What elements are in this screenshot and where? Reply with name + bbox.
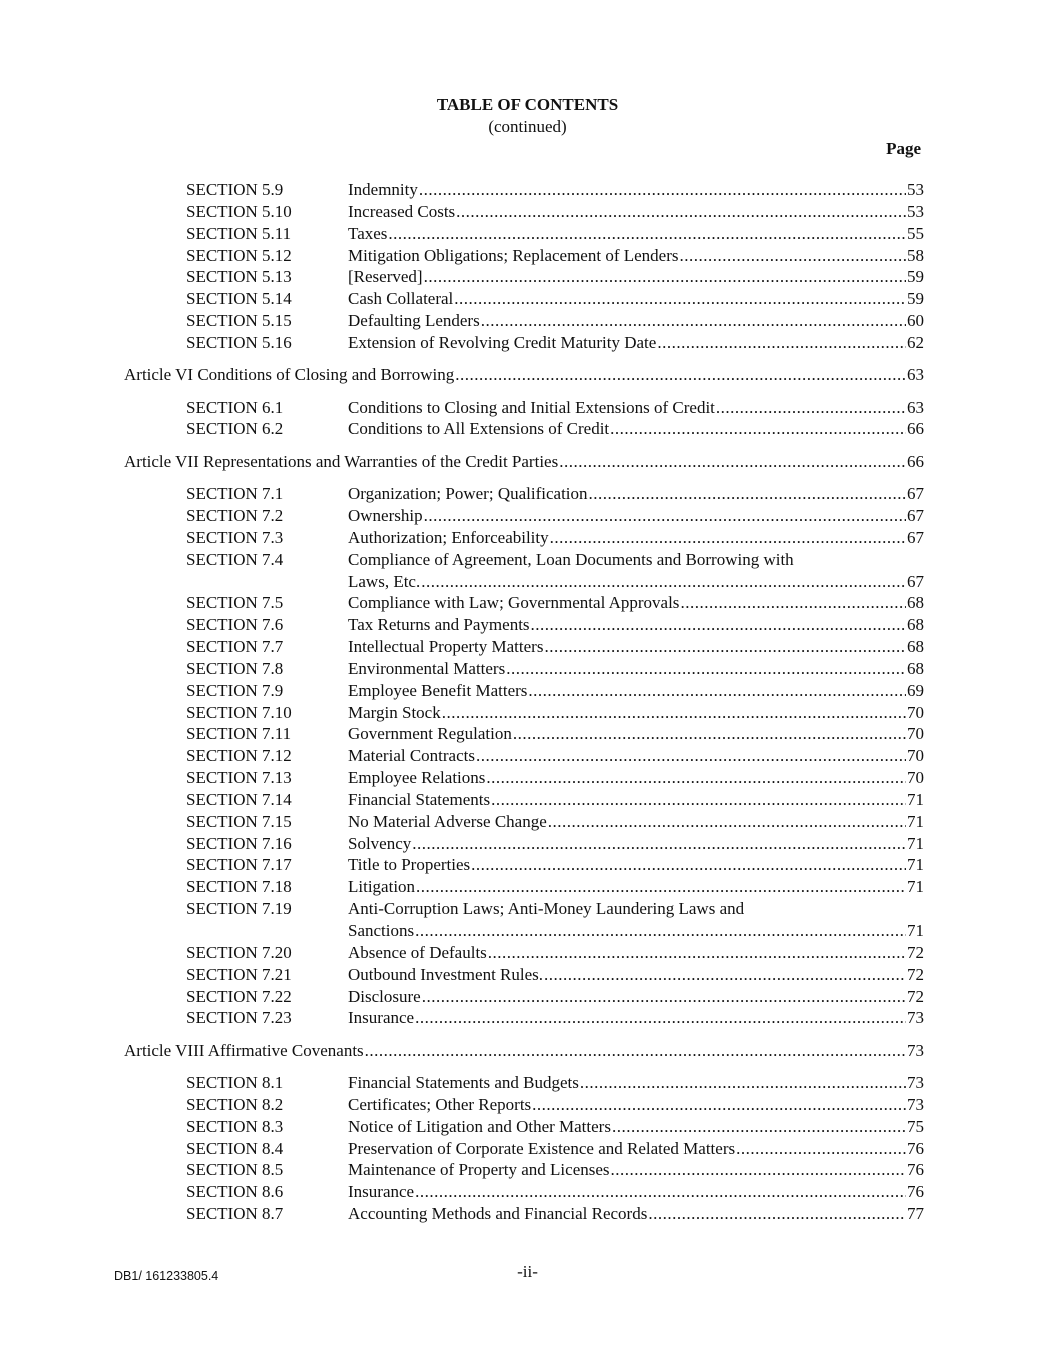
section-title: Litigation [348, 877, 416, 897]
toc-section-row[interactable] [124, 179, 924, 201]
dot-leader [424, 266, 906, 288]
dot-leader [610, 418, 906, 440]
page-ref: 73 [907, 1073, 924, 1093]
toc-section-row[interactable] [124, 854, 924, 876]
section-title: Conditions to Closing and Initial Extensions of Credit [348, 397, 715, 417]
toc-section-row[interactable] [124, 288, 924, 310]
toc-section-row[interactable] [124, 1007, 924, 1029]
dot-leader [455, 364, 906, 386]
dot-leader [486, 767, 906, 789]
toc-section-row[interactable] [124, 942, 924, 964]
toc-section-row[interactable] [124, 898, 924, 920]
toc-section-row[interactable] [124, 1138, 924, 1160]
dot-leader [679, 245, 906, 267]
toc-section-row[interactable] [124, 245, 924, 267]
section-title: Cash Collateral [348, 289, 454, 309]
page-ref: 72 [907, 942, 924, 962]
section-label: SECTION 7.6 [186, 615, 284, 635]
dot-leader [481, 310, 906, 332]
section-title: Maintenance of Property and Licenses [348, 1160, 610, 1180]
toc-section-row[interactable] [124, 549, 924, 571]
page-ref: 67 [907, 527, 924, 547]
section-title-continued: Laws, Etc. [348, 571, 421, 591]
dot-leader [442, 702, 906, 724]
section-title: Authorization; Enforceability [348, 527, 549, 547]
section-title: Conditions to All Extensions of Credit [348, 419, 610, 439]
section-label: SECTION 7.13 [186, 768, 292, 788]
toc-section-row[interactable] [124, 964, 924, 986]
section-label: SECTION 7.14 [186, 789, 292, 809]
page-ref: 68 [907, 637, 924, 657]
article-title: Article VII Representations and Warranties of the Credit Parties [124, 451, 559, 471]
section-title: Tax Returns and Payments [348, 615, 530, 635]
dot-leader [657, 332, 906, 354]
section-label: SECTION 8.3 [186, 1116, 284, 1136]
page-ref: 62 [907, 332, 924, 352]
section-label: SECTION 5.12 [186, 245, 292, 265]
section-label: SECTION 7.4 [186, 549, 284, 569]
dot-leader [488, 942, 906, 964]
dot-leader [580, 1072, 906, 1094]
section-title: Preservation of Corporate Existence and Related Matters [348, 1138, 736, 1158]
page-ref: 67 [907, 571, 924, 591]
section-label: SECTION 7.20 [186, 942, 292, 962]
section-label: SECTION 7.12 [186, 746, 292, 766]
section-title: Disclosure [348, 986, 421, 1006]
section-title: Insurance [348, 1182, 415, 1202]
toc-section-row[interactable] [124, 876, 924, 898]
page-ref: 68 [907, 593, 924, 613]
page-ref: 60 [907, 311, 924, 331]
section-label: SECTION 8.6 [186, 1182, 284, 1202]
page-ref: 75 [907, 1116, 924, 1136]
toc-section-row[interactable] [124, 332, 924, 354]
toc-section-row[interactable] [124, 223, 924, 245]
section-title: Insurance [348, 1008, 415, 1028]
page-ref: 53 [907, 180, 924, 199]
section-label: SECTION 5.13 [186, 267, 292, 287]
page-ref: 70 [907, 724, 924, 744]
dot-leader [716, 397, 906, 419]
page-ref: 71 [907, 811, 924, 831]
section-title: Government Regulation [348, 724, 512, 744]
section-title: Notice of Litigation and Other Matters [348, 1116, 611, 1136]
dot-leader [422, 986, 906, 1008]
toc-list [124, 179, 924, 1225]
section-label: SECTION 7.22 [186, 986, 292, 1006]
section-title: Financial Statements [348, 789, 491, 809]
page-ref: 58 [907, 245, 924, 265]
section-title: Ownership [348, 505, 423, 525]
section-label: SECTION 5.10 [186, 201, 292, 221]
section-label: SECTION 7.23 [186, 1008, 292, 1028]
article-title: Article VI Conditions of Closing and Borrowing [124, 365, 455, 385]
page-ref: 68 [907, 615, 924, 635]
section-title: Material Contracts [348, 746, 475, 766]
section-title: Intellectual Property Matters [348, 637, 544, 657]
toc-section-row[interactable] [124, 266, 924, 288]
toc-section-row[interactable] [124, 1072, 924, 1094]
page-ref: 67 [907, 505, 924, 525]
toc-section-row[interactable] [124, 527, 924, 549]
toc-section-row[interactable] [124, 418, 924, 440]
page-ref: 71 [907, 921, 924, 940]
dot-leader [532, 1094, 906, 1116]
page-ref: 69 [907, 680, 924, 700]
page-ref: 72 [907, 964, 924, 984]
section-title: Increased Costs [348, 201, 456, 221]
section-title: [Reserved] [348, 267, 423, 287]
page-ref: 63 [907, 365, 924, 385]
section-label: SECTION 7.17 [186, 855, 292, 875]
dot-leader [648, 1203, 906, 1225]
page-ref: 76 [907, 1182, 924, 1202]
toc-section-row[interactable] [124, 723, 924, 745]
page-ref: 55 [907, 223, 924, 243]
dot-leader [454, 288, 906, 310]
section-label: SECTION 8.2 [186, 1094, 284, 1114]
dot-leader [506, 658, 906, 680]
section-label: SECTION 7.18 [186, 877, 292, 897]
toc-section-row[interactable] [124, 201, 924, 223]
section-label: SECTION 6.1 [186, 397, 284, 417]
toc-subtitle: (continued) [488, 117, 567, 136]
section-title: Taxes [348, 223, 388, 243]
dot-leader [544, 964, 906, 986]
section-title: Compliance with Law; Governmental Approvals [348, 593, 680, 613]
toc-section-row[interactable] [124, 745, 924, 767]
section-title: Margin Stock [348, 702, 441, 722]
page-ref: 77 [907, 1204, 924, 1224]
section-title: Compliance of Agreement, Loan Documents and Borrowing with [348, 549, 794, 569]
dot-leader [491, 789, 906, 811]
toc-section-row[interactable] [124, 614, 924, 636]
dot-leader [471, 854, 906, 876]
section-label: SECTION 7.2 [186, 505, 284, 525]
section-label: SECTION 7.10 [186, 702, 292, 722]
page-number: -ii- [517, 1262, 538, 1281]
dot-leader [424, 505, 906, 527]
section-title: Solvency [348, 833, 412, 853]
dot-leader [680, 592, 906, 614]
page-ref: 73 [907, 1094, 924, 1114]
section-title: Employee Relations [348, 768, 486, 788]
section-label: SECTION 6.2 [186, 419, 284, 439]
article-title: Article VIII Affirmative Covenants [124, 1040, 364, 1060]
page-ref: 66 [907, 419, 924, 439]
toc-section-row[interactable] [124, 702, 924, 724]
page-ref: 71 [907, 789, 924, 809]
section-title: Outbound Investment Rules. [348, 964, 544, 984]
page-column-heading: Page [886, 139, 921, 158]
dot-leader [612, 1116, 906, 1138]
toc-section-row[interactable] [124, 811, 924, 833]
document-id: DB1/ 161233805.4 [114, 1269, 219, 1283]
section-title: Environmental Matters [348, 658, 506, 678]
section-title: Financial Statements and Budgets [348, 1073, 579, 1093]
section-label: SECTION 5.15 [186, 311, 292, 331]
dot-leader [548, 811, 906, 833]
page-ref: 59 [907, 289, 924, 309]
toc-article-row[interactable] [124, 451, 924, 473]
toc-section-row[interactable] [124, 1203, 924, 1225]
page-ref: 63 [907, 397, 924, 417]
section-label: SECTION 8.1 [186, 1073, 284, 1093]
section-title: Indemnity [348, 180, 418, 199]
section-label: SECTION 5.9 [186, 180, 284, 199]
dot-leader [388, 223, 906, 245]
dot-leader [365, 1040, 906, 1062]
toc-section-row[interactable] [124, 592, 924, 614]
toc-title: TABLE OF CONTENTS [436, 95, 619, 114]
page-ref: 71 [907, 833, 924, 853]
section-title: Extension of Revolving Credit Maturity Date [348, 332, 657, 352]
dot-leader [513, 723, 906, 745]
dot-leader [559, 451, 906, 473]
dot-leader [419, 179, 906, 201]
section-label: SECTION 5.11 [186, 223, 292, 243]
section-label: SECTION 7.11 [186, 724, 292, 744]
toc-section-row[interactable] [124, 789, 924, 811]
toc-section-row[interactable] [124, 1181, 924, 1203]
toc-section-row[interactable] [124, 636, 924, 658]
page-ref: 70 [907, 702, 924, 722]
page-ref: 73 [907, 1040, 924, 1060]
toc-section-row-continuation[interactable] [124, 920, 924, 942]
toc-section-row[interactable] [124, 483, 924, 505]
section-title: Employee Benefit Matters [348, 680, 528, 700]
section-label: SECTION 5.14 [186, 289, 292, 309]
page-ref: 70 [907, 768, 924, 788]
page-ref: 59 [907, 267, 924, 287]
toc-section-row-continuation[interactable] [124, 571, 924, 593]
section-label: SECTION 8.7 [186, 1204, 284, 1224]
section-title: No Material Adverse Change [348, 811, 547, 831]
section-title: Mitigation Obligations; Replacement of Lenders [348, 245, 679, 265]
dot-leader [421, 571, 906, 593]
section-title: Defaulting Lenders [348, 311, 480, 331]
dot-leader [531, 614, 906, 636]
section-label: SECTION 7.9 [186, 680, 284, 700]
page-ref: 73 [907, 1008, 924, 1028]
page-ref: 70 [907, 746, 924, 766]
section-label: SECTION 7.8 [186, 658, 284, 678]
toc-section-row[interactable] [124, 658, 924, 680]
page-ref: 68 [907, 658, 924, 678]
page-ref: 76 [907, 1160, 924, 1180]
toc-section-row[interactable] [124, 986, 924, 1008]
dot-leader [544, 636, 906, 658]
section-label: SECTION 7.3 [186, 527, 284, 547]
section-label: SECTION 5.16 [186, 332, 292, 352]
toc-section-row[interactable] [124, 833, 924, 855]
dot-leader [415, 1181, 906, 1203]
page-ref: 71 [907, 855, 924, 875]
dot-leader [611, 1159, 906, 1181]
section-label: SECTION 8.4 [186, 1138, 284, 1158]
section-title: Accounting Methods and Financial Records [348, 1204, 648, 1224]
section-label: SECTION 7.7 [186, 637, 284, 657]
section-title-continued: Sanctions [348, 921, 415, 940]
section-label: SECTION 7.21 [186, 964, 292, 984]
dot-leader [415, 1007, 906, 1029]
page-ref: 66 [907, 451, 924, 471]
page-ref: 71 [907, 877, 924, 897]
dot-leader [736, 1138, 906, 1160]
section-title: Absence of Defaults [348, 942, 487, 962]
section-title: Certificates; Other Reports [348, 1094, 532, 1114]
section-label: SECTION 8.5 [186, 1160, 284, 1180]
toc-section-row[interactable] [124, 767, 924, 789]
toc-section-row[interactable] [124, 397, 924, 419]
section-label: SECTION 7.1 [186, 484, 284, 504]
dot-leader [550, 527, 906, 549]
toc-section-row[interactable] [124, 1094, 924, 1116]
toc-article-row[interactable] [124, 1040, 924, 1062]
toc-article-row[interactable] [124, 364, 924, 386]
toc-section-row[interactable] [124, 680, 924, 702]
section-title: Anti-Corruption Laws; Anti-Money Laundering Laws and [348, 899, 745, 919]
section-title: Title to Properties [348, 855, 471, 875]
section-label: SECTION 7.16 [186, 833, 292, 853]
dot-leader [416, 876, 906, 898]
page-ref: 72 [907, 986, 924, 1006]
section-title: Organization; Power; Qualification [348, 484, 588, 504]
toc-section-row[interactable] [124, 505, 924, 527]
dot-leader [528, 680, 906, 702]
toc-section-row[interactable] [124, 1159, 924, 1181]
dot-leader [589, 483, 906, 505]
section-label: SECTION 7.5 [186, 593, 284, 613]
toc-section-row[interactable] [124, 1116, 924, 1138]
toc-section-row[interactable] [124, 310, 924, 332]
page-ref: 76 [907, 1138, 924, 1158]
section-label: SECTION 7.19 [186, 899, 292, 919]
dot-leader [476, 745, 906, 767]
page-ref: 67 [907, 484, 924, 504]
dot-leader [456, 201, 906, 223]
dot-leader [415, 920, 906, 942]
section-label: SECTION 7.15 [186, 811, 292, 831]
dot-leader [412, 833, 906, 855]
page-ref: 53 [907, 201, 924, 221]
